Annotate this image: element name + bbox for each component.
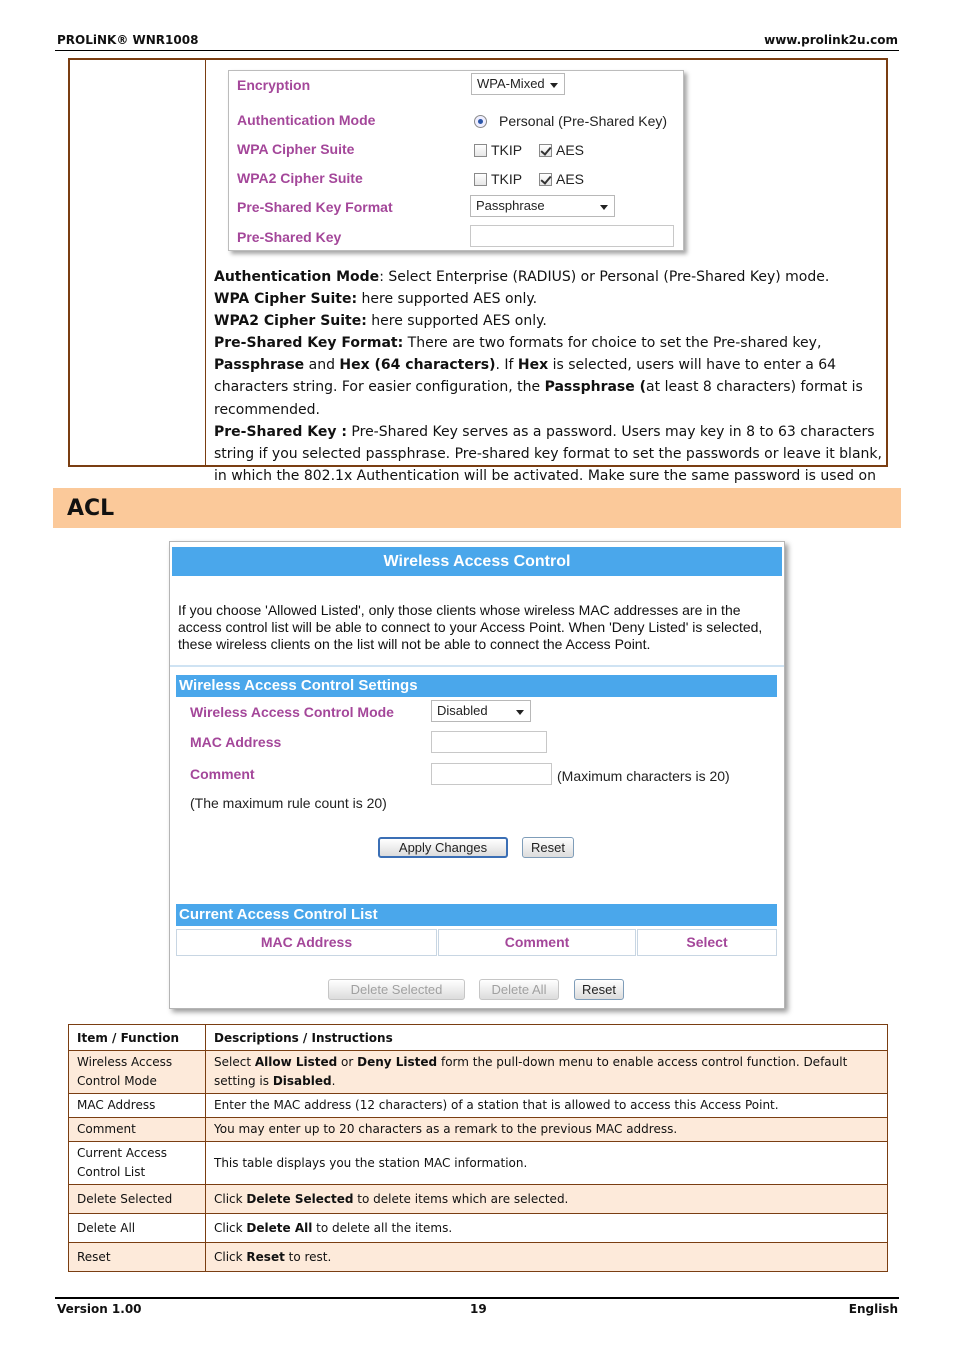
row-description [206,1051,888,1094]
term: Hex (64 characters) [339,357,496,374]
table-row [69,1214,888,1243]
footer-version: Version 1.00 [57,1302,142,1316]
wac-mac-label: MAC Address [190,734,282,750]
auth-mode-label: Authentication Mode [237,112,376,128]
column-comment: Comment [438,929,636,956]
wpa2-cipher-label: WPA2 Cipher Suite [237,170,363,186]
footer-rule [55,1297,899,1299]
psk-format-label: Pre-Shared Key Format [237,199,393,215]
rule-count-note: (The maximum rule count is 20) [190,795,387,811]
wac-list-header: Current Access Control List [176,904,777,926]
text: There are two formats for choice to set the Pre-shared key, [403,335,822,352]
row-description [206,1243,888,1272]
term: WPA2 Cipher Suite: [214,313,367,330]
wpa2-cipher-description [214,310,882,332]
row-item: Reset [69,1243,206,1272]
row-item: Comment [69,1118,206,1142]
row-item: Delete All [69,1214,206,1243]
text: or [337,1055,358,1069]
term: Pre-Shared Key : [214,423,347,440]
term: Pre-Shared Key Format: [214,335,404,352]
wpa2-tkip-label: TKIP [491,171,523,187]
chevron-down-icon [516,710,524,715]
text: here supported AES only. [366,313,547,330]
checkbox-unchecked-icon[interactable] [474,173,487,186]
chevron-down-icon [550,83,558,88]
text: at least 8 characters) format is recommended. [214,379,863,418]
checkbox-checked-icon[interactable] [539,144,552,157]
table-column-divider [205,60,206,465]
security-descriptions [214,266,882,509]
term: Delete All [246,1220,313,1235]
text: to delete items which are selected. [353,1191,569,1206]
row-description [206,1185,888,1214]
term: Passphrase [214,357,305,374]
divider [170,665,784,667]
table-header-row [69,1025,888,1051]
table-row [69,1118,888,1142]
encryption-select[interactable] [471,73,565,95]
text: Pre-Shared Key serves as a password. Users may key in 8 to 63 characters string if you selected passphrase. Pre-shared key format to set the passwords or leave it blank, in which the 802.1x Authentication will be activated. Make sure the same password is used on [214,423,882,484]
checkbox-checked-icon[interactable] [539,173,552,186]
chevron-down-icon [600,205,608,210]
wac-title: Wireless Access Control [172,547,782,576]
text: Click [214,1249,247,1264]
wpa2-tkip-checkbox[interactable] [474,171,522,187]
wpa-aes-label: AES [556,142,585,158]
row-item: Delete Selected [69,1185,206,1214]
delete-selected-button[interactable]: Delete Selected [328,979,465,1000]
section-title: ACL [67,496,115,521]
wac-mode-label: Wireless Access Control Mode [190,704,394,720]
comment-input[interactable] [431,763,552,785]
psk-input[interactable] [470,225,674,247]
header-item: Item / Function [69,1025,206,1051]
encryption-select-value: WPA-Mixed [477,76,545,91]
row-item: Wireless Access Control Mode [69,1051,206,1094]
delete-all-button[interactable]: Delete All [479,979,559,1000]
wpa-cipher-label: WPA Cipher Suite [237,141,355,157]
psk-label: Pre-Shared Key [237,229,342,245]
wac-mode-select[interactable] [431,700,531,722]
list-reset-button[interactable]: Reset [574,979,624,1000]
table-row [69,1094,888,1118]
column-mac-address: MAC Address [176,929,437,956]
header-website: www.prolink2u.com [764,33,898,47]
text: form the pull-down menu to enable access control function. Default setting is [214,1055,848,1088]
encryption-label: Encryption [237,77,311,93]
wac-mode-select-value: Disabled [437,703,488,718]
wpa-tkip-label: TKIP [491,142,523,158]
term: Hex [517,357,549,374]
wpa-cipher-description [214,288,882,310]
table-row [69,1243,888,1272]
footer-page-number: 19 [470,1302,487,1316]
text: : Select Enterprise (RADIUS) or Personal (Pre-Shared Key) mode. [379,269,830,285]
section-heading-band [53,488,901,528]
column-select: Select [637,929,777,956]
text: . [331,1074,336,1088]
radio-selected-icon[interactable] [474,115,487,128]
auth-mode-description [214,266,882,288]
term: Disabled [272,1074,332,1088]
security-settings-table [68,58,888,484]
comment-hint: (Maximum characters is 20) [557,768,730,784]
text: is selected, users will have to enter a 64 characters string. For easier configuration, the [214,357,837,396]
term: Authentication Mode [214,269,380,285]
wpa-tkip-checkbox[interactable] [474,142,522,158]
psk-format-description [214,332,882,420]
wac-intro: If you choose 'Allowed Listed', only those clients whose wireless MAC addresses are in the access control list will be able to connect to your Access Point. When 'Deny Listed' is selected, these wireless clients on the list will not be able to connect the Access Point. [178,602,763,652]
text: Select [214,1055,255,1069]
wac-settings-header: Wireless Access Control Settings [176,675,777,697]
header-product-name: PROLiNK® WNR1008 [57,33,199,47]
row-item: Current Access Control List [69,1142,206,1185]
row-description [206,1214,888,1243]
row-description: Enter the MAC address (12 characters) of a station that is allowed to access this Access Point. [206,1094,888,1118]
text: Click [214,1220,247,1235]
text: here supported AES only. [357,291,538,308]
wac-comment-label: Comment [190,766,255,782]
footer-language: English [848,1302,898,1316]
term: Deny Listed [357,1055,438,1069]
wireless-access-control-screenshot [169,541,785,1009]
reset-button[interactable]: Reset [522,837,574,858]
mac-address-input[interactable] [431,731,547,753]
text: Click [214,1191,247,1206]
text: and [304,357,340,374]
table-row [69,1051,888,1094]
term: Passphrase ( [544,379,647,396]
row-item: MAC Address [69,1094,206,1118]
acl-description-table [68,1024,888,1272]
text: . If [495,357,518,374]
auth-mode-option[interactable] [474,113,667,129]
table-row [69,1142,888,1185]
text: to rest. [284,1249,332,1264]
row-description: This table displays you the station MAC information. [206,1142,888,1185]
psk-format-select-value: Passphrase [476,198,545,213]
security-settings-screenshot [228,70,684,251]
psk-format-select[interactable] [470,195,615,217]
term: WPA Cipher Suite: [214,291,358,308]
wpa2-aes-label: AES [556,171,585,187]
header-description: Descriptions / Instructions [206,1025,888,1051]
term: Reset [246,1249,285,1264]
apply-changes-button[interactable]: Apply Changes [378,837,508,858]
text: to delete all the items. [312,1220,453,1235]
wpa2-aes-checkbox[interactable] [539,171,584,187]
wpa-aes-checkbox[interactable] [539,142,584,158]
checkbox-unchecked-icon[interactable] [474,144,487,157]
row-description: You may enter up to 20 characters as a remark to the previous MAC address. [206,1118,888,1142]
table-row [69,1185,888,1214]
term: Allow Listed [254,1055,338,1069]
auth-mode-value: Personal (Pre-Shared Key) [499,113,668,129]
header-rule [55,50,899,51]
term: Delete Selected [246,1191,354,1206]
